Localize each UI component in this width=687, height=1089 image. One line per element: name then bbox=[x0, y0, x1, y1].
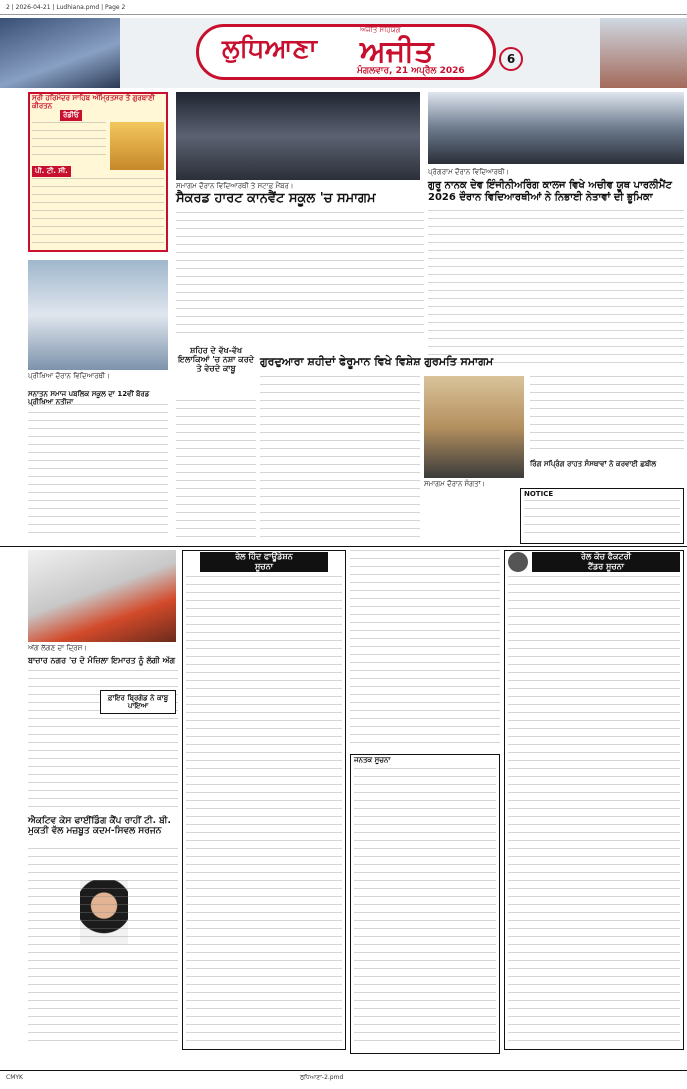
masthead-city: ਲੁਧਿਆਣਾ bbox=[222, 34, 317, 64]
tb-camp-headline: ਐਕਟਿਵ ਕੇਸ ਫਾਈਂਡਿੰਗ ਕੈਂਪ ਰਾਹੀਂ ਟੀ. ਬੀ. ਮੁਕਤੀ ਵੱਲ ਮਜ਼ਬੂਤ ਕਦਮ-ਸਿਵਲ ਸਰਜਨ bbox=[28, 816, 171, 837]
fire-caption: ਅੱਗ ਲੱਗਣ ਦਾ ਦ੍ਰਿਸ਼। bbox=[28, 644, 87, 652]
kirtan-box-text-a bbox=[32, 122, 106, 162]
kirtan-box-radio-label: ਰੇਡੀਓ bbox=[60, 110, 82, 121]
footer-rule bbox=[0, 1070, 687, 1071]
guru-nanak-photo bbox=[428, 92, 684, 164]
fire-pull-quote: ਫ਼ਾਇਰ ਬ੍ਰਿਗੇਡ ਨੇ ਕਾਬੂ ਪਾਇਆ bbox=[107, 694, 169, 711]
guru-nanak-headline: ਗੁਰੂ ਨਾਨਕ ਦੇਵ ਇੰਜੀਨੀਅਰਿੰਗ ਕਾਲਜ ਵਿਖੇ ਅਚੀਵ ਯੂਥ ਪਾਰਲੀਮੈਂਟ 2026 ਦੌਰਾਨ ਵਿਦਿਆਰਥੀਆਂ ਨੇ ਨਿਭਾਈ ਨੇਤਾਵਾਂ ਦੀ ਭੂਮਿਕਾ bbox=[428, 180, 672, 203]
guru-nanak-body bbox=[428, 210, 684, 370]
notice-title: NOTICE bbox=[524, 490, 554, 498]
notice-body bbox=[524, 500, 680, 540]
fire-headline: ਬਾਜ਼ਾਰ ਨਗਰ 'ਚ ਦੋ ਮੰਜ਼ਿਲਾ ਇਮਾਰਤ ਨੂੰ ਲੱਗੀ ਅੱਗ bbox=[28, 656, 176, 665]
page-number: 6 bbox=[499, 47, 523, 71]
kirtan-box-tv-label: ਪੀ. ਟੀ. ਸੀ. bbox=[32, 166, 71, 177]
school-result-body bbox=[28, 404, 168, 540]
tender-ad-body bbox=[508, 576, 680, 1046]
kirtan-box-title: ਸ੍ਰੀ ਹਰਿਮੰਦਰ ਸਾਹਿਬ ਅੰਮ੍ਰਿਤਸਰ ਤੋਂ ਗੁਰਬਾਣੀ ਕੀਰਤਨ bbox=[32, 94, 155, 111]
banner-photo-right bbox=[600, 18, 687, 88]
right-column-body-a bbox=[530, 376, 684, 456]
sacred-heart-body bbox=[176, 212, 424, 340]
masthead-date: ਮੰਗਲਵਾਰ, 21 ਅਪ੍ਰੈਲ 2026 bbox=[357, 66, 465, 76]
rail-logo-icon bbox=[508, 552, 528, 572]
tb-camp-body bbox=[28, 848, 178, 1048]
rail-ad-subtitle: ਸੂਚਨਾ bbox=[254, 562, 273, 571]
print-meta-line: 2 | 2026-04-21 | Ludhiana.pmd | Page 2 bbox=[6, 4, 126, 11]
guru-nanak-caption: ਪ੍ਰੋਗਰਾਮ ਦੌਰਾਨ ਵਿਦਿਆਰਥੀ। bbox=[428, 168, 510, 176]
gurdwara-caption: ਸਮਾਗਮ ਦੌਰਾਨ ਸੰਗਤਾਂ। bbox=[424, 480, 486, 488]
lab-photo bbox=[28, 260, 168, 370]
tender-ad-subtitle: ਟੈਂਡਰ ਸੂਚਨਾ bbox=[587, 562, 625, 571]
sacred-heart-headline: ਸੈਕਰਡ ਹਾਰਟ ਕਾਨਵੈਂਟ ਸਕੂਲ 'ਚ ਸਮਾਗਮ bbox=[176, 191, 376, 206]
footer-color-marks: CMYK bbox=[6, 1074, 23, 1081]
school-result-headline: ਸਨਾਤਨ ਸਮਾਜ ਪਬਲਿਕ ਸਕੂਲ ਦਾ 12ਵੀਂ ਬੋਰਡ ਪ੍ਰੀਖਿਆ ਨਤੀਜਾ bbox=[28, 390, 150, 407]
public-notice-title: ਜਨਤਕ ਸੂਚਨਾ bbox=[354, 756, 391, 764]
gurdwara-body bbox=[260, 376, 420, 540]
tender-ad-header bbox=[532, 552, 680, 572]
public-notice-body bbox=[354, 768, 496, 1048]
golden-temple-photo bbox=[110, 122, 164, 170]
masthead-tagline: ਅਜੀਤ ਸਹਿਯੋਗ bbox=[360, 26, 401, 34]
rail-ad-header bbox=[200, 552, 328, 572]
rail-ad-title: ਰੇਲ ਹਿੰਦ ਫਾਊਂਡੇਸ਼ਨ bbox=[235, 552, 293, 561]
gurdwara-photo bbox=[424, 376, 524, 478]
kirtan-box-text-b bbox=[32, 178, 164, 248]
sacred-heart-caption: ਸਮਾਗਮ ਦੌਰਾਨ ਵਿਦਿਆਰਥੀ ਤੇ ਸਟਾਫ਼ ਮੈਂਬਰ। bbox=[176, 182, 294, 190]
drug-arrest-body bbox=[176, 400, 256, 540]
sacred-heart-photo bbox=[176, 92, 420, 180]
rail-ad-body bbox=[186, 576, 342, 1046]
middle-notice-body bbox=[350, 550, 500, 750]
fire-photo bbox=[28, 550, 176, 642]
section-divider bbox=[0, 546, 687, 547]
masthead-paper-name: ਅਜੀਤ bbox=[360, 34, 434, 69]
gurdwara-headline: ਗੁਰਦੁਆਰਾ ਸ਼ਹੀਦਾਂ ਫੇਰੂਮਾਨ ਵਿਖੇ ਵਿਸ਼ੇਸ਼ ਗੁਰਮਤਿ ਸਮਾਗਮ bbox=[260, 355, 494, 368]
header-rule bbox=[0, 14, 687, 15]
lab-photo-caption: ਪ੍ਰੀਖਿਆ ਦੌਰਾਨ ਵਿਦਿਆਰਥੀ। bbox=[28, 372, 110, 380]
banner-photo-left bbox=[0, 18, 120, 88]
footer-file-name: ਲੁਧਿਆਣਾ-2.pmd bbox=[300, 1074, 344, 1081]
chhabeel-headline: ਰਿੰਗ ਸਪ੍ਰਿੰਗ ਰਾਹਤ ਸੰਸਥਾਵਾਂ ਨੇ ਕਰਵਾਈ ਛਬੀਲ bbox=[530, 460, 657, 468]
drug-arrest-headline: ਸ਼ਹਿਰ ਦੇ ਵੱਖ-ਵੱਖ ਇਲਾਕਿਆਂ 'ਚ ਨਸ਼ਾ ਕਰਦੇ ਤੇ ਵੇਚਦੇ ਕਾਬੂ bbox=[178, 346, 254, 374]
tender-ad-title: ਰੇਲ ਕੋਚ ਫੈਕਟਰੀ bbox=[581, 552, 631, 561]
